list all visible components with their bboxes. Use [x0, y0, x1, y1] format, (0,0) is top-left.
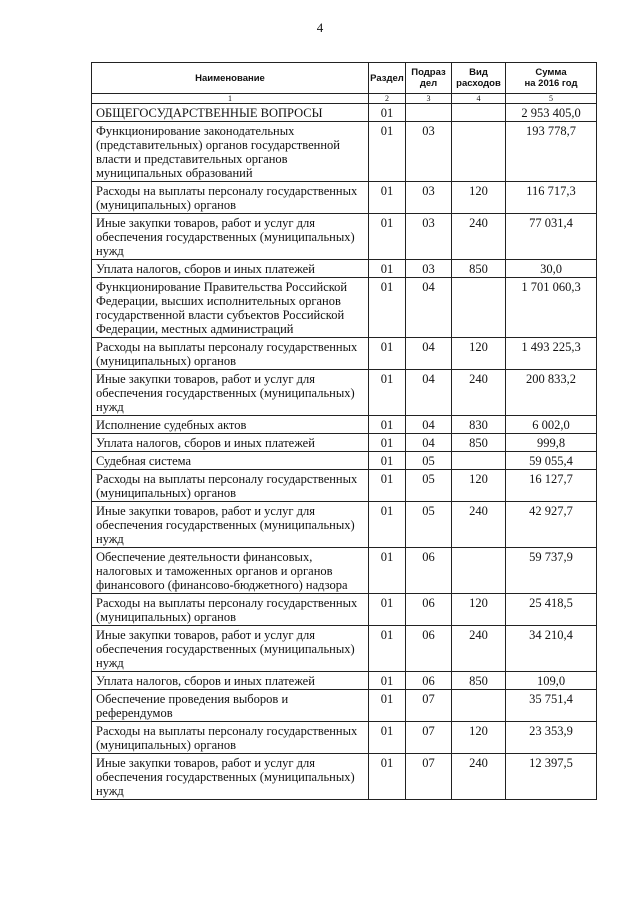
table-row	[92, 370, 597, 416]
row-section-code: 01	[369, 722, 406, 754]
table-row	[92, 502, 597, 548]
row-amount: 42 927,7	[506, 502, 597, 548]
row-section-code: 01	[369, 470, 406, 502]
row-name: Расходы на выплаты персоналу государственных (муниципальных) органов	[92, 470, 369, 502]
row-section-code: 01	[369, 370, 406, 416]
table-row	[92, 182, 597, 214]
row-subsection-code: 06	[406, 672, 452, 690]
row-name: Иные закупки товаров, работ и услуг для обеспечения государственных (муниципальных) нужд	[92, 370, 369, 416]
row-name: Уплата налогов, сборов и иных платежей	[92, 260, 369, 278]
row-amount: 35 751,4	[506, 690, 597, 722]
row-name: Иные закупки товаров, работ и услуг для обеспечения государственных (муниципальных) нужд	[92, 214, 369, 260]
row-name: Расходы на выплаты персоналу государственных (муниципальных) органов	[92, 594, 369, 626]
row-expense-type-code	[452, 104, 506, 122]
row-name: Уплата налогов, сборов и иных платежей	[92, 434, 369, 452]
table-row	[92, 260, 597, 278]
row-expense-type-code	[452, 452, 506, 470]
row-section-code: 01	[369, 104, 406, 122]
row-expense-type-code: 240	[452, 502, 506, 548]
row-expense-type-code: 120	[452, 338, 506, 370]
header-subsection: Подраз дел	[406, 63, 452, 94]
row-subsection-code: 03	[406, 260, 452, 278]
row-amount: 16 127,7	[506, 470, 597, 502]
row-section-code: 01	[369, 502, 406, 548]
column-number: 1	[92, 94, 369, 104]
column-number-row	[92, 94, 597, 104]
row-section-code: 01	[369, 260, 406, 278]
row-expense-type-code: 120	[452, 182, 506, 214]
row-section-code: 01	[369, 690, 406, 722]
row-amount: 2 953 405,0	[506, 104, 597, 122]
row-section-code: 01	[369, 338, 406, 370]
row-section-code: 01	[369, 672, 406, 690]
table-row	[92, 470, 597, 502]
column-number: 3	[406, 94, 452, 104]
row-expense-type-code: 120	[452, 722, 506, 754]
row-subsection-code: 06	[406, 626, 452, 672]
row-subsection-code: 06	[406, 548, 452, 594]
row-name: Иные закупки товаров, работ и услуг для обеспечения государственных (муниципальных) нужд	[92, 626, 369, 672]
header-name: Наименование	[92, 63, 369, 94]
row-expense-type-code	[452, 690, 506, 722]
table-row	[92, 338, 597, 370]
row-subsection-code	[406, 104, 452, 122]
table-row	[92, 626, 597, 672]
table-row	[92, 104, 597, 122]
row-section-code: 01	[369, 452, 406, 470]
table-row	[92, 416, 597, 434]
row-subsection-code: 04	[406, 416, 452, 434]
row-section-code: 01	[369, 278, 406, 338]
row-expense-type-code: 120	[452, 594, 506, 626]
row-section-code: 01	[369, 754, 406, 800]
row-name: Расходы на выплаты персоналу государственных (муниципальных) органов	[92, 722, 369, 754]
row-name: Расходы на выплаты персоналу государственных (муниципальных) органов	[92, 338, 369, 370]
table-row	[92, 754, 597, 800]
table-row	[92, 122, 597, 182]
row-section-code: 01	[369, 214, 406, 260]
table-row	[92, 672, 597, 690]
row-name: Иные закупки товаров, работ и услуг для обеспечения государственных (муниципальных) нужд	[92, 502, 369, 548]
row-expense-type-code	[452, 278, 506, 338]
table-row	[92, 278, 597, 338]
row-amount: 30,0	[506, 260, 597, 278]
row-name: Уплата налогов, сборов и иных платежей	[92, 672, 369, 690]
row-name: Иные закупки товаров, работ и услуг для обеспечения государственных (муниципальных) нужд	[92, 754, 369, 800]
row-name: Расходы на выплаты персоналу государственных (муниципальных) органов	[92, 182, 369, 214]
column-number: 4	[452, 94, 506, 104]
row-expense-type-code	[452, 122, 506, 182]
row-subsection-code: 05	[406, 452, 452, 470]
row-amount: 59 055,4	[506, 452, 597, 470]
row-subsection-code: 06	[406, 594, 452, 626]
column-number: 5	[506, 94, 597, 104]
row-amount: 1 493 225,3	[506, 338, 597, 370]
header-section: Раздел	[369, 63, 406, 94]
row-amount: 116 717,3	[506, 182, 597, 214]
row-section-code: 01	[369, 434, 406, 452]
row-expense-type-code: 830	[452, 416, 506, 434]
row-section-code: 01	[369, 548, 406, 594]
table-row	[92, 594, 597, 626]
row-section-code: 01	[369, 182, 406, 214]
row-amount: 193 778,7	[506, 122, 597, 182]
row-amount: 77 031,4	[506, 214, 597, 260]
table-row	[92, 434, 597, 452]
row-subsection-code: 07	[406, 690, 452, 722]
row-expense-type-code: 240	[452, 214, 506, 260]
row-subsection-code: 07	[406, 754, 452, 800]
row-subsection-code: 04	[406, 434, 452, 452]
row-subsection-code: 03	[406, 214, 452, 260]
table-row	[92, 214, 597, 260]
row-amount: 999,8	[506, 434, 597, 452]
row-name: ОБЩЕГОСУДАРСТВЕННЫЕ ВОПРОСЫ	[92, 104, 369, 122]
row-amount: 34 210,4	[506, 626, 597, 672]
row-name: Обеспечение деятельности финансовых, налоговых и таможенных органов и органов финансового (финансово-бюджетного) надзора	[92, 548, 369, 594]
row-amount: 109,0	[506, 672, 597, 690]
row-section-code: 01	[369, 626, 406, 672]
header-expense-type: Вид расходов	[452, 63, 506, 94]
row-subsection-code: 04	[406, 338, 452, 370]
row-expense-type-code: 850	[452, 672, 506, 690]
row-amount: 6 002,0	[506, 416, 597, 434]
row-name: Судебная система	[92, 452, 369, 470]
row-amount: 25 418,5	[506, 594, 597, 626]
row-subsection-code: 05	[406, 502, 452, 548]
row-expense-type-code: 850	[452, 434, 506, 452]
row-expense-type-code: 240	[452, 754, 506, 800]
row-amount: 200 833,2	[506, 370, 597, 416]
table-row	[92, 452, 597, 470]
row-name: Функционирование законодательных (представительных) органов государственной власти и представительных органов муниципальных образований	[92, 122, 369, 182]
row-subsection-code: 05	[406, 470, 452, 502]
table-row	[92, 548, 597, 594]
row-subsection-code: 07	[406, 722, 452, 754]
row-section-code: 01	[369, 122, 406, 182]
row-amount: 23 353,9	[506, 722, 597, 754]
row-amount: 59 737,9	[506, 548, 597, 594]
header-amount: Сумма на 2016 год	[506, 63, 597, 94]
column-number: 2	[369, 94, 406, 104]
row-expense-type-code: 120	[452, 470, 506, 502]
row-expense-type-code: 240	[452, 626, 506, 672]
table-row	[92, 722, 597, 754]
table-row	[92, 690, 597, 722]
row-name: Функционирование Правительства Российской Федерации, высших исполнительных органов государственной власти субъектов Российской Федерации, местных администраций	[92, 278, 369, 338]
row-expense-type-code: 240	[452, 370, 506, 416]
row-subsection-code: 03	[406, 122, 452, 182]
row-section-code: 01	[369, 594, 406, 626]
row-name: Обеспечение проведения выборов и референдумов	[92, 690, 369, 722]
row-expense-type-code	[452, 548, 506, 594]
row-section-code: 01	[369, 416, 406, 434]
header-row	[92, 63, 597, 94]
row-amount: 12 397,5	[506, 754, 597, 800]
row-name: Исполнение судебных актов	[92, 416, 369, 434]
page-number: 4	[316, 20, 324, 35]
row-expense-type-code: 850	[452, 260, 506, 278]
budget-table	[91, 62, 597, 800]
row-amount: 1 701 060,3	[506, 278, 597, 338]
row-subsection-code: 04	[406, 278, 452, 338]
row-subsection-code: 03	[406, 182, 452, 214]
table-body	[92, 104, 597, 800]
row-subsection-code: 04	[406, 370, 452, 416]
